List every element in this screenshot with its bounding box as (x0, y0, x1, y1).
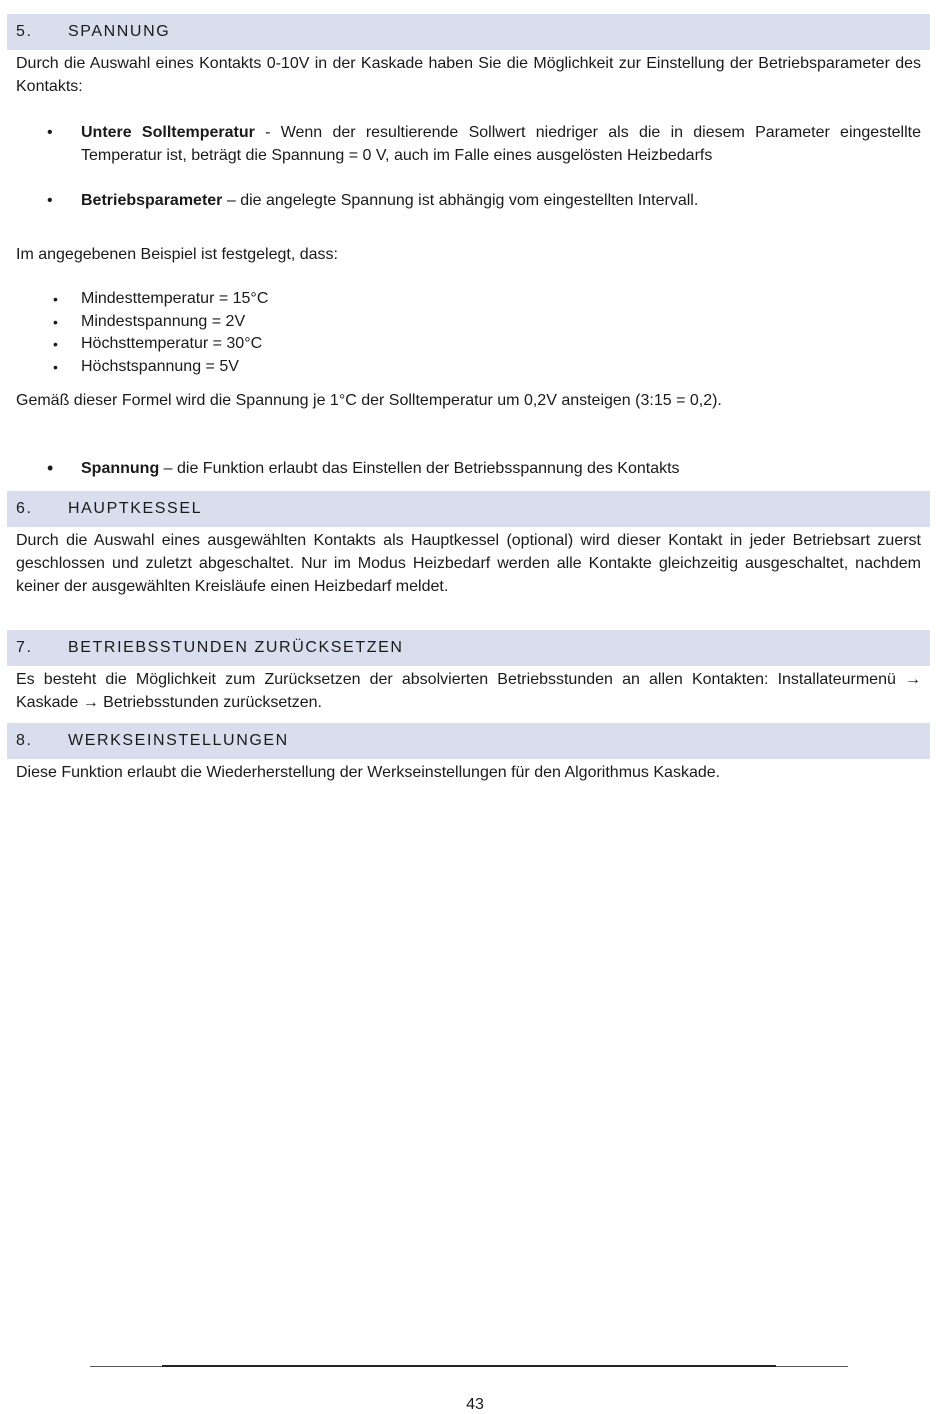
section-text: Diese Funktion erlaubt die Wiederherstellung der Werkseinstellungen für den Algorithmus Kaskade. (16, 764, 721, 781)
section-header (7, 630, 930, 666)
page-number: 43 (466, 1396, 484, 1413)
bullet-term: Untere Solltemperatur (81, 124, 255, 141)
section-title: HAUPTKESSEL (68, 500, 203, 517)
bullet-icon: • (53, 336, 58, 352)
bullet-item (7, 189, 930, 212)
list-item (7, 288, 930, 311)
list-item-text: Mindesttemperatur = 15°C (81, 290, 269, 307)
bullet-icon: • (47, 192, 53, 209)
bullet-icon: • (47, 124, 53, 141)
section-text: Es besteht die Möglichkeit zum Zurücksetzen der absolvierten Betriebsstunden an allen Kontakten: Installateurmenü → Kaskade → Betriebsstunden zurücksetzen. (16, 671, 921, 711)
bullet-icon: • (53, 291, 58, 307)
bullet-text: – die Funktion erlaubt das Einstellen der Betriebsspannung des Kontakts (159, 460, 680, 477)
bullet-item (7, 457, 930, 480)
example-intro: Im angegebenen Beispiel ist festgelegt, dass: (16, 246, 338, 263)
section-title: WERKSEINSTELLUNGEN (68, 732, 289, 749)
section-title: SPANNUNG (68, 23, 171, 40)
section-header (7, 14, 930, 50)
section-number: 6. (16, 500, 33, 517)
example-list (7, 288, 930, 378)
bullet-icon: • (53, 358, 58, 375)
bullet-item (7, 121, 930, 167)
list-item (7, 333, 930, 356)
bullet-term: Spannung (81, 460, 160, 477)
list-item (7, 311, 930, 334)
section-intro: Durch die Auswahl eines Kontakts 0-10V in der Kaskade haben Sie die Möglichkeit zur Einstellung der Betriebsparameter des Kontakts: (16, 55, 921, 95)
bullet-icon: • (47, 458, 54, 478)
section-number: 5. (16, 23, 33, 40)
list-item-text: Höchstspannung = 5V (81, 357, 239, 375)
bullet-text: – die angelegte Spannung ist abhängig vom eingestellten Intervall. (222, 192, 699, 209)
section-number: 8. (16, 732, 33, 749)
section-header (7, 723, 930, 759)
section-number: 7. (16, 639, 33, 656)
bullet-icon: • (53, 313, 58, 330)
bullet-text: - Wenn der resultierende Sollwert niedriger als die in diesem Parameter eingestellte Temperatur ist, beträgt die Spannung = 0 V, auch im Falle eines ausgelösten Heizbedarfs (81, 124, 921, 164)
section-text: Durch die Auswahl eines ausgewählten Kontakts als Hauptkessel (optional) wird dieser Kontakt in jeder Betriebsart zuerst geschlossen und zuletzt abgeschaltet. Nur im Modus Heizbedarf werden alle Kontakte gleichzeitig ausgeschaltet, nachdem keiner der ausgewählten Kreisläufe einen Heizbedarf meldet. (16, 532, 921, 595)
footer-divider-dark (162, 1365, 776, 1367)
section-title: BETRIEBSSTUNDEN ZURÜCKSETZEN (68, 639, 404, 656)
list-item-text: Höchsttemperatur = 30°C (81, 335, 263, 352)
bullet-term: Betriebsparameter (81, 192, 223, 209)
list-item (7, 356, 930, 379)
section-8 (7, 723, 930, 784)
formula-text: Gemäß dieser Formel wird die Spannung je 1°C der Solltemperatur um 0,2V ansteigen (3:15 = 0,2). (16, 392, 722, 409)
section-7 (7, 630, 930, 714)
section-header (7, 491, 930, 527)
section-5 (7, 14, 930, 480)
section-6 (7, 491, 930, 598)
list-item-text: Mindestspannung = 2V (81, 312, 246, 330)
